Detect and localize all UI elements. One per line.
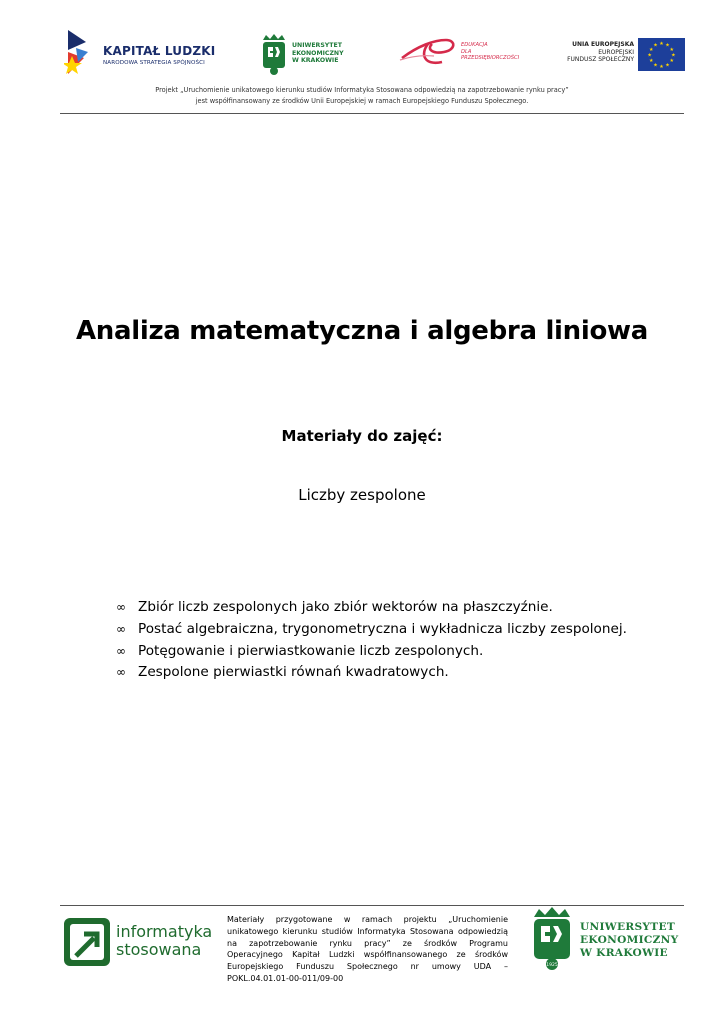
svg-text:★: ★ — [648, 47, 654, 53]
bullet-text: Zbiór liczb zespolonych jako zbiór wektorów na płaszczyźnie. — [138, 599, 553, 615]
kapital-ludzki-title: KAPITAŁ LUDZKI — [103, 44, 216, 58]
informatyka-line2: stosowana — [116, 940, 202, 959]
eu-line3: FUNDUSZ SPOŁECZNY — [567, 56, 634, 63]
bullet-text: Potęgowanie i pierwiastkowanie liczb zespolonych. — [138, 642, 484, 659]
infinity-bullet-icon: ∞ — [116, 621, 126, 636]
uek-header-line1: UNIWERSYTET — [292, 42, 342, 49]
edukacja-line1: EDUKACJA — [461, 42, 488, 48]
uek-header-line3: W KRAKOWIE — [292, 57, 339, 65]
list-item — [116, 662, 627, 684]
bullet-text: Zespolone pierwiastki równań kwadratowych. — [138, 664, 449, 681]
kapital-ludzki-subtitle: NARODOWA STRATEGIA SPÓJNOŚCI — [103, 60, 205, 66]
svg-text:★: ★ — [648, 58, 654, 65]
uek-footer-line3: W KRAKOWIE — [580, 947, 668, 959]
svg-text:★: ★ — [665, 42, 670, 49]
infinity-bullet-icon: ∞ — [116, 600, 126, 614]
uek-logo-footer — [530, 907, 690, 971]
eu-logo — [556, 38, 686, 72]
svg-text:★: ★ — [665, 62, 670, 69]
uek-footer-line1: UNIWERSYTET — [580, 921, 676, 933]
header-divider — [60, 113, 684, 114]
informatyka-stosowana-logo — [62, 916, 212, 968]
svg-text:★: ★ — [671, 52, 676, 59]
infinity-bullet-icon: ∞ — [116, 665, 126, 680]
svg-text:★: ★ — [659, 64, 664, 71]
eu-line1: UNIA EUROPEJSKA — [572, 41, 634, 48]
edukacja-logo — [398, 36, 528, 72]
list-item — [116, 641, 627, 663]
svg-text:★: ★ — [669, 47, 675, 53]
uek-footer-line2: EKONOMICZNY — [580, 934, 679, 946]
kapital-ludzki-emblem-icon — [64, 28, 98, 76]
svg-text:★: ★ — [653, 62, 658, 69]
uek-crest-icon — [260, 34, 288, 76]
document-title: Analiza matematyczna i algebra liniowa — [75, 316, 649, 346]
topic-bullet-list — [116, 597, 627, 684]
informatyka-arrow-icon — [62, 916, 112, 968]
uek-header-line2: EKONOMICZNY — [292, 49, 344, 57]
list-item — [116, 597, 627, 619]
kapital-ludzki-logo — [64, 28, 224, 78]
bullet-text: Postać algebraiczna, trygonometryczna i wykładnicza liczby zespolonej. — [138, 620, 627, 637]
materials-subtitle: Materiały do zajęć: — [281, 427, 443, 445]
edukacja-e-icon — [398, 36, 462, 70]
eu-line2: EUROPEJSKI — [598, 48, 634, 56]
svg-text:★: ★ — [653, 42, 658, 49]
uek-year: 1925 — [546, 963, 558, 968]
list-item — [116, 619, 627, 641]
footer-divider — [60, 905, 684, 906]
edukacja-line3: PRZEDSIĘBIORCZOŚCI — [461, 55, 520, 62]
topic-title: Liczby zespolone — [298, 486, 426, 504]
project-line-2: jest współfinansowany ze środków Unii Europejskiej w ramach Europejskiego Funduszu Społecznego. — [195, 97, 529, 105]
project-line-1: Projekt „Uruchomienie unikatowego kierunku studiów Informatyka Stosowana odpowiedzią na zapotrzebowanie rynku pracy” — [155, 86, 569, 94]
footer-funding-text: Materiały przygotowane w ramach projektu „Uruchomienie unikatowego kierunku studiów Informatyka Stosowana odpowiedzią na zapotrzebowanie rynku pracy” ze środków Programu Operacyjnego Kapitał Ludzki współfinansowanego ze środków Europejskiego Funduszu Społecznego nr umowy UDA – POKL.04.01.01-00-011/09-00 — [227, 915, 508, 983]
svg-text:★: ★ — [647, 52, 652, 59]
informatyka-line1: informatyka — [116, 922, 213, 941]
edukacja-line2: DLA — [461, 48, 472, 55]
svg-text:★: ★ — [659, 41, 664, 47]
svg-text:★: ★ — [669, 58, 675, 65]
uek-logo-header — [260, 34, 370, 78]
eu-flag-icon — [638, 38, 685, 71]
uek-crest-large-icon — [530, 907, 574, 971]
infinity-bullet-icon: ∞ — [116, 643, 126, 658]
